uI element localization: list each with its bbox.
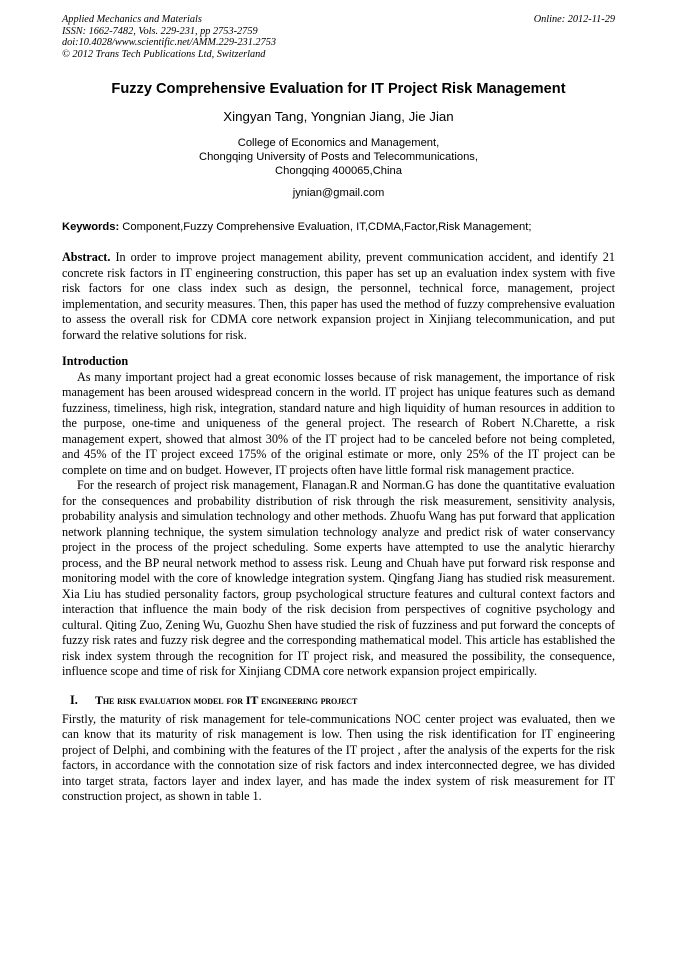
section-title: The risk evaluation model for IT engineering project xyxy=(95,692,358,707)
affiliation-line: Chongqing 400065,China xyxy=(275,165,402,177)
paper-page xyxy=(62,14,615,805)
section-number: I. xyxy=(70,692,78,707)
affiliation xyxy=(62,136,615,178)
affiliation-line: Chongqing University of Posts and Telecommunications, xyxy=(198,151,478,163)
introduction-paragraph: For the research of project risk management, Flanagan.R and Norman.G has done the quantitative evaluation for the consequences and probability distribution of risk through the risk measurement, sensitivity analysis, probability analysis and simulation technology and other methods. Zhuofu Wang has put forward that application network planning technique, the system simulation technology analyze and predict risk of water conservancy project in the process of the project scheduling. Some experts have attempted to use the analytic hierarchy process, and the BP neural network method to assess risk. Leung and Chuah have put forward risk response and monitoring model with the core of knowledge integration system. Qingfang Jiang has studied risk measurement. Xia Liu has studied personality factors, group psychological structure features and cultural context factors and interaction that influence the main body of the risk decision from perspectives of cognitive psychology and cultural. Qiting Zuo, Zening Wu, Guozhu Shen have studied the risk of fuzziness and put forward the concepts of fuzzy risk rates and fuzzy risk degree and the corresponding mathematical model. This article has established the risk index system through the recognition for IT project risk, and measured the possibility, the consequence, influence scope and time of risk for Xinjiang CDMA core network expansion project empirically. xyxy=(62,478,615,678)
keywords-text: Component,Fuzzy Comprehensive Evaluation, IT,CDMA,Factor,Risk Management; xyxy=(119,221,532,233)
online-date: Online: 2012-11-29 xyxy=(533,14,615,25)
abstract-text: In order to improve project management ability, prevent communication accident, and identify 21 concrete risk factors in IT engineering construction, this paper has set up an evaluation index system with five risk factors for one class index such as design, the personnel, technical force, management, project implementation, and security measures. Then, this paper has used the method of fuzzy comprehensive evaluation to assess the overall risk for CDMA core network expansion project in Xinjiang telecommunication, and put forward the relative solutions for risk. xyxy=(62,250,615,342)
abstract xyxy=(62,250,615,343)
affiliation-line: College of Economics and Management, xyxy=(237,137,440,149)
journal-name: Applied Mechanics and Materials xyxy=(62,14,202,25)
paper-title: Fuzzy Comprehensive Evaluation for IT Project Risk Management xyxy=(111,81,566,97)
issn-line: ISSN: 1662-7482, Vols. 229-231, pp 2753-2759 xyxy=(62,25,258,37)
introduction-heading: Introduction xyxy=(62,354,129,368)
abstract-label: Abstract. xyxy=(62,250,111,264)
doi-line: doi:10.4028/www.scientific.net/AMM.229-231.2753 xyxy=(62,37,277,49)
keywords-label: Keywords: xyxy=(62,221,120,233)
paper-authors: Xingyan Tang, Yongnian Jiang, Jie Jian xyxy=(223,109,454,124)
copyright-line: © 2012 Trans Tech Publications Ltd, Switzerland xyxy=(62,48,266,60)
journal-header xyxy=(62,14,615,66)
section-paragraph: Firstly, the maturity of risk management for tele-communications NOC center project was evaluated, then we can know that its maturity of risk management is low. Then using the risk identification for IT engineering project of Delphi, and combining with the features of the IT project , after the analysis of the experts for the risk factors, in accordance with the connotation size of risk factors and index interconnected degree, we has divided into target strata, factors layer and index layer, and has made the index system of risk measurement for IT construction project, as shown in table 1. xyxy=(62,711,615,803)
author-email: jynian@gmail.com xyxy=(292,187,385,199)
section-heading xyxy=(62,692,615,710)
introduction-paragraph: As many important project had a great economic losses because of risk management, the importance of risk management has been aroused widespread concern in the world. IT project has unique features such as demand fuzziness, timeliness, high risk, integration, standard nature and high liquidity of human resources in addition to the purpose, one-time and uniqueness of the general project. The research of Robert N.Charette, a risk management expert, showed that almost 30% of the IT project had to be canceled before not being completed, and 45% of the IT project exceed 175% of the original estimate or more, only 25% of the IT project can be complete on time and on budget. However, IT projects often have little formal risk management practice. xyxy=(62,369,615,477)
keywords xyxy=(62,220,615,234)
